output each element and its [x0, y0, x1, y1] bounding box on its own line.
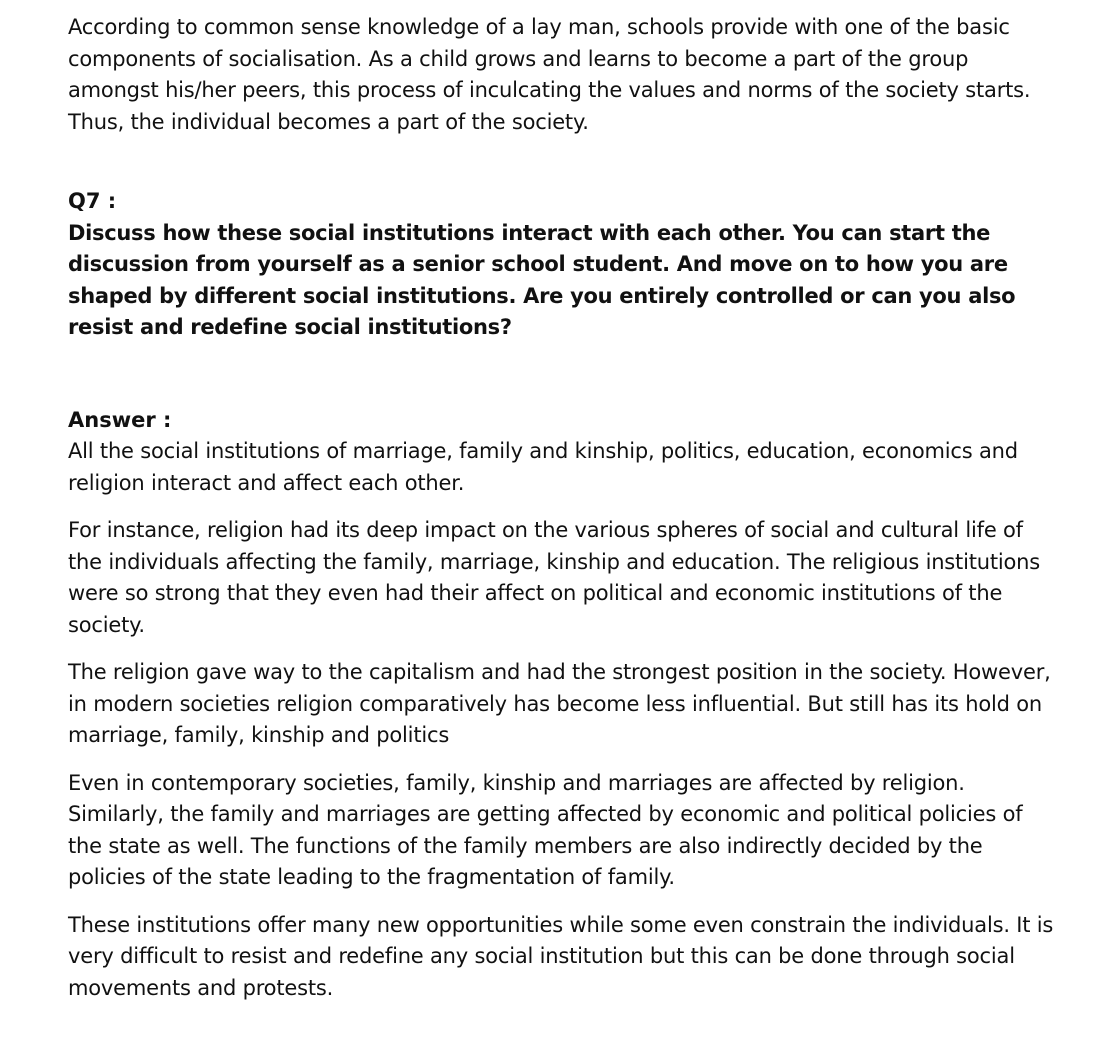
answer-paragraph-4: Even in contemporary societies, family, kinship and marriages are affected by religion. Similarly, the family and marriages are getting affected by economic and political policies of the state as well. The functions of the family members are also indirectly decided by the policies of the state leading to the fragmentation of family.: [68, 770, 1023, 889]
answer-label: Answer :: [68, 407, 172, 432]
answer-paragraph-3: The religion gave way to the capitalism and had the strongest position in the society. However, in modern societies religion comparatively has become less influential. But still has its hold on marriage, family, kinship and politics: [68, 660, 1051, 747]
intro-paragraph: According to common sense knowledge of a lay man, schools provide with one of the basic components of socialisation. As a child grows and learns to become a part of the group amongst his/her peers, this process of inculcating the values and norms of the society starts. Thus, the individual becomes a part of the society.: [68, 15, 1031, 134]
answer-paragraph-2: For instance, religion had its deep impact on the various spheres of social and cultural life of the individuals affecting the family, marriage, kinship and education. The religious institutions were so strong that they even had their affect on political and economic institutions of the society.: [68, 518, 1041, 637]
answer-paragraph-1: All the social institutions of marriage, family and kinship, politics, education, economics and religion interact and affect each other.: [68, 439, 1018, 495]
answer-paragraph-5: These institutions offer many new opportunities while some even constrain the individuals. It is very difficult to resist and redefine any social institution but this can be done through social movements and protests.: [68, 912, 1054, 1000]
question-label: Q7 :: [68, 189, 117, 213]
question-text: Discuss how these social institutions interact with each other. You can start the discussion from yourself as a senior school student. And move on to how you are shaped by different social institutions. Are you entirely controlled or can you also resist and redefine social institutions?: [68, 220, 1016, 339]
document-page: [68, 12, 1058, 1020]
